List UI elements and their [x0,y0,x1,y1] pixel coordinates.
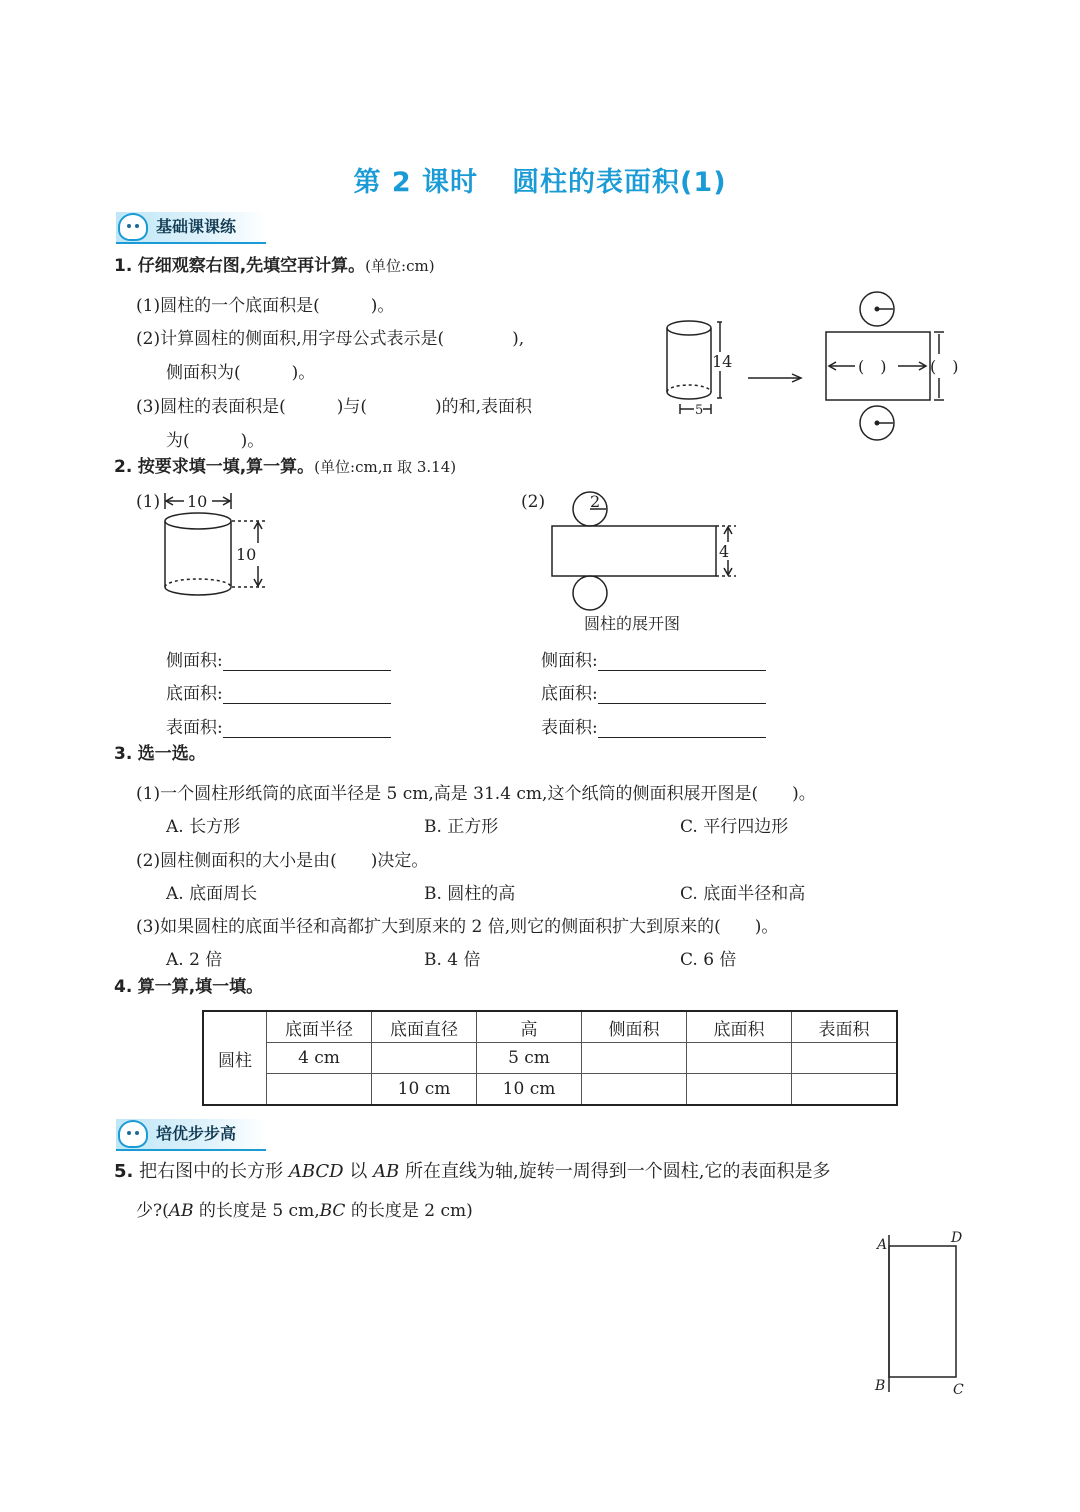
q3-item3-option-c[interactable]: C. 6 倍 [680,950,737,970]
q3-item1-option-a[interactable]: A. 长方形 [166,817,241,837]
column-header: 高 [477,1011,582,1043]
answer-label: 表面积: [166,718,223,738]
lesson-number: 第 2 课时 [353,167,479,198]
column-header: 底面直径 [372,1011,477,1043]
q5-ab: AB [373,1161,400,1182]
label-a: A [877,1237,888,1253]
q1-part1: (1)圆柱的一个底面积是( )。 [136,296,395,316]
q2-fig1-height: 10 [236,545,257,564]
q3-item1-stem: (1)一个圆柱形纸筒的底面半径是 5 cm,高是 31.4 cm,这个纸筒的侧面积展开图是( )。 [136,784,816,804]
q3-item1-option-c[interactable]: C. 平行四边形 [680,817,789,837]
q2-fig2-height: 4 [719,542,730,561]
q5-text: 把右图中的长方形 [139,1161,289,1182]
column-header: 底面积 [687,1011,792,1043]
q1-part3-cont: 为( )。 [166,431,265,451]
column-header: 底面半径 [267,1011,372,1043]
q3-number: 3. [114,744,133,764]
q2-fig2-caption: 圆柱的展开图 [584,614,681,633]
label-c: C [953,1382,964,1398]
q3-item2-option-b[interactable]: B. 圆柱的高 [424,884,516,904]
q3-item2-option-c[interactable]: C. 底面半径和高 [680,884,806,904]
q1-unit: (单位:cm) [365,257,435,275]
q5-number: 5. [114,1161,134,1182]
q5-text: 以 [343,1161,374,1182]
q5-text: 的长度是 5 cm, [193,1201,320,1221]
q5-abcd: ABCD [288,1161,344,1182]
q3-item2-stem: (2)圆柱侧面积的大小是由( )决定。 [136,851,429,871]
section-label-advanced: 培优步步高 [156,1124,237,1143]
q3-item1-option-b[interactable]: B. 正方形 [424,817,499,837]
q5-text: 所在直线为轴,旋转一周得到一个圆柱,它的表面积是多 [399,1161,831,1182]
q1-net-height-blank: ( ) [930,357,959,376]
q1-height-label: 14 [712,352,733,371]
table-cell[interactable]: 5 cm [477,1043,582,1074]
q1-part2: (2)计算圆柱的侧面积,用字母公式表示是( ), [136,329,525,349]
q2-part1-label: (1) [136,492,161,512]
answer-label: 底面积: [541,684,598,704]
q1-number: 1. [114,256,133,276]
q1-part3: (3)圆柱的表面积是( )与( )的和,表面积 [136,397,533,417]
q2-fig1-diameter: 10 [187,492,208,511]
table-cell[interactable]: 10 cm [477,1074,582,1106]
q5-text: 少?( [136,1201,169,1221]
q4-number: 4. [114,977,133,997]
section-label-basic: 基础课课练 [156,217,237,236]
column-header: 表面积 [792,1011,898,1043]
q5-ab: AB [168,1201,194,1221]
label-d: D [951,1230,963,1246]
q2-unit: (单位:cm,π 取 3.14) [314,458,457,476]
q4-text: 算一算,填一填。 [137,977,264,997]
q5-bc: BC [319,1201,346,1221]
q3-item2-option-a[interactable]: A. 底面周长 [166,884,258,904]
q1-diameter-label: 5 [695,403,704,418]
answer-label: 侧面积: [541,651,598,671]
answer-label: 底面积: [166,684,223,704]
table-cell[interactable]: 4 cm [267,1043,372,1074]
q2-fig2-radius: 2 [590,492,601,511]
answer-label: 表面积: [541,718,598,738]
q3-item3-stem: (3)如果圆柱的底面半径和高都扩大到原来的 2 倍,则它的侧面积扩大到原来的( )。 [136,917,779,937]
q2-part2-label: (2) [521,492,546,512]
column-header: 侧面积 [582,1011,687,1043]
lesson-topic: 圆柱的表面积(1) [512,167,727,198]
q3-text: 选一选。 [137,744,206,764]
label-b: B [875,1378,886,1394]
q1-text: 仔细观察右图,先填空再计算。 [137,256,366,276]
q3-item3-option-a[interactable]: A. 2 倍 [166,950,223,970]
row-label: 圆柱 [203,1011,267,1105]
q5-text: 的长度是 2 cm) [345,1201,473,1221]
table-cell[interactable]: 10 cm [372,1074,477,1106]
answer-label: 侧面积: [166,651,223,671]
q3-item3-option-b[interactable]: B. 4 倍 [424,950,481,970]
q2-text: 按要求填一填,算一算。 [137,457,315,477]
q1-part2-cont: 侧面积为( )。 [166,363,316,383]
q2-number: 2. [114,457,133,477]
q1-net-width-blank: ( ) [858,357,887,376]
